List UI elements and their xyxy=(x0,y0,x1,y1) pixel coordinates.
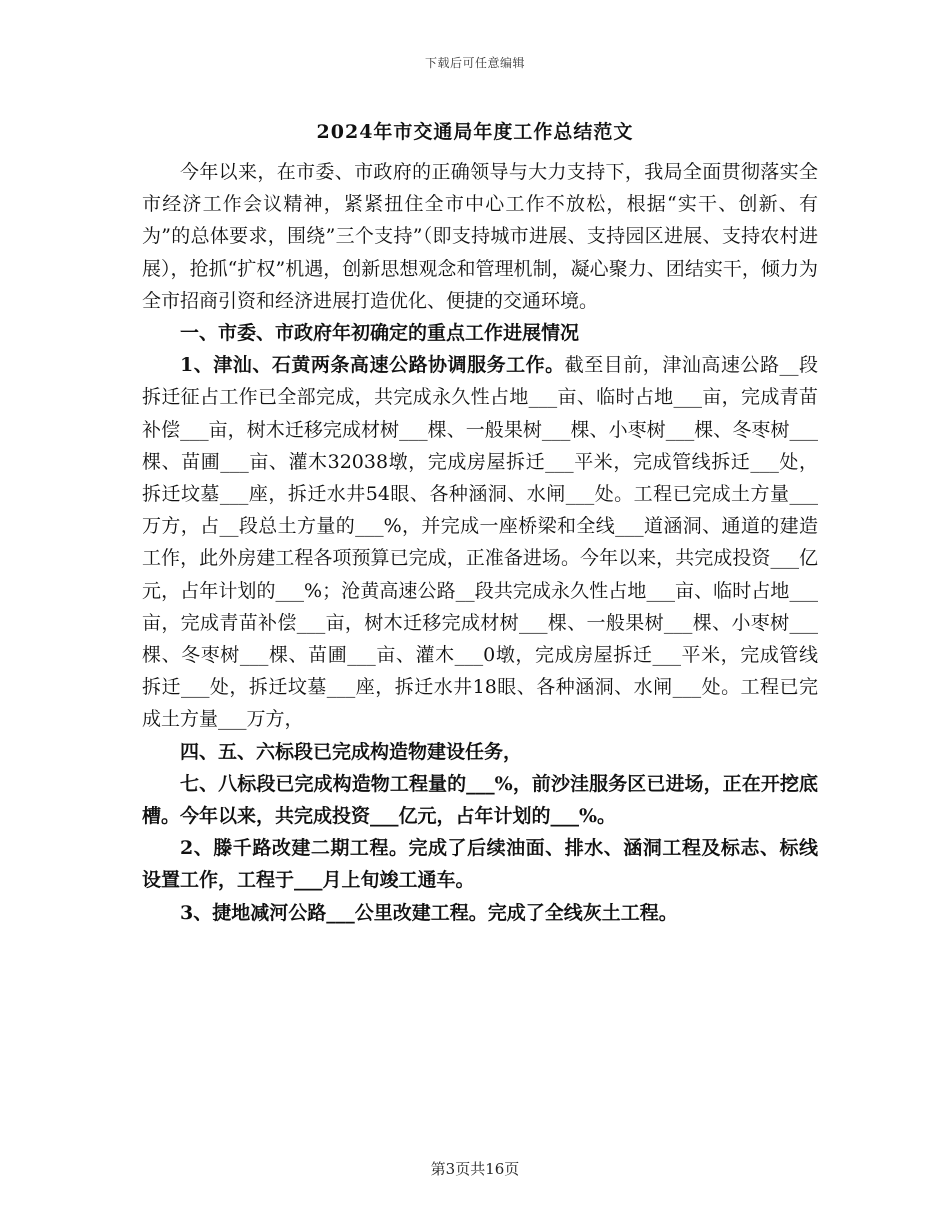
section-heading: 一、市委、市政府年初确定的重点工作进展情况 xyxy=(180,322,580,345)
item-1-continuation-1: 四、五、六标段已完成构造物建设任务， xyxy=(180,740,523,763)
document-title: 2024年市交通局年度工作总结范文 xyxy=(316,121,634,143)
item-3-paragraph: 3、捷地减河公路___公里改建工程。完成了全线灰土工程。 xyxy=(180,901,678,924)
item-1-body: 截至目前，津汕高速公路__段拆迁征占工作已全部完成，共完成永久性占地___亩、临时占地___亩，完成青苗补偿___亩，树木迁移完成材树___棵、一般果树___棵、小枣树___棵、冬枣树___棵、苗圃___亩、灌木32038墩，完成房屋拆迁___平米，完成管线拆迁___处，拆迁坟墓___座，拆迁水井54眼、各种涵洞、水闸___处。工程已完成土方量___万方，占__段总土方量的___%，并完成一座桥梁和全线___道涵洞、通道的建造工作，此外房建工程各项预算已完成，正准备进场。今年以来，共完成投资___亿元，占年计划的___%；沧黄高速公路__段共完成永久性占地___亩、临时占地___亩，完成青苗补偿___亩，树木迁移完成材树___棵、一般果树___棵、小枣树___棵、冬枣树___棵、苗圃___亩、灌木___0墩，完成房屋拆迁___平米，完成管线拆迁___处，拆迁坟墓___座，拆迁水井18眼、各种涵洞、水闸___处。工程已完成土方量___万方， xyxy=(142,354,818,731)
document-body xyxy=(142,156,818,929)
item-2-paragraph: 2、滕千路改建二期工程。完成了后续油面、排水、涵洞工程及标志、标线设置工作，工程于___月上旬竣工通车。 xyxy=(142,837,818,892)
header-note: 下载后可任意编辑 xyxy=(424,56,525,70)
page-number-footer: 第3页共16页 xyxy=(430,1160,520,1178)
intro-paragraph: 今年以来，在市委、市政府的正确领导与大力支持下，我局全面贯彻落实全市经济工作会议精神，紧紧扭住全市中心工作不放松，根据“实干、创新、有为”的总体要求，围绕”三个支持”（即支持城市进展、支持园区进展、支持农村进展），抢抓“扩权”机遇，创新思想观念和管理机制，凝心聚力、团结实干，倾力为全市招商引资和经济进展打造优化、便捷的交通环境。 xyxy=(142,161,818,312)
item-1-continuation-2: 七、八标段已完成构造物工程量的___%，前沙洼服务区已进场，正在开挖底槽。今年以来，共完成投资___亿元，占年计划的___%。 xyxy=(142,772,818,828)
item-1-paragraph xyxy=(142,349,818,735)
item-1-lead: 1、津汕、石黄两条高速公路协调服务工作。 xyxy=(180,354,565,377)
